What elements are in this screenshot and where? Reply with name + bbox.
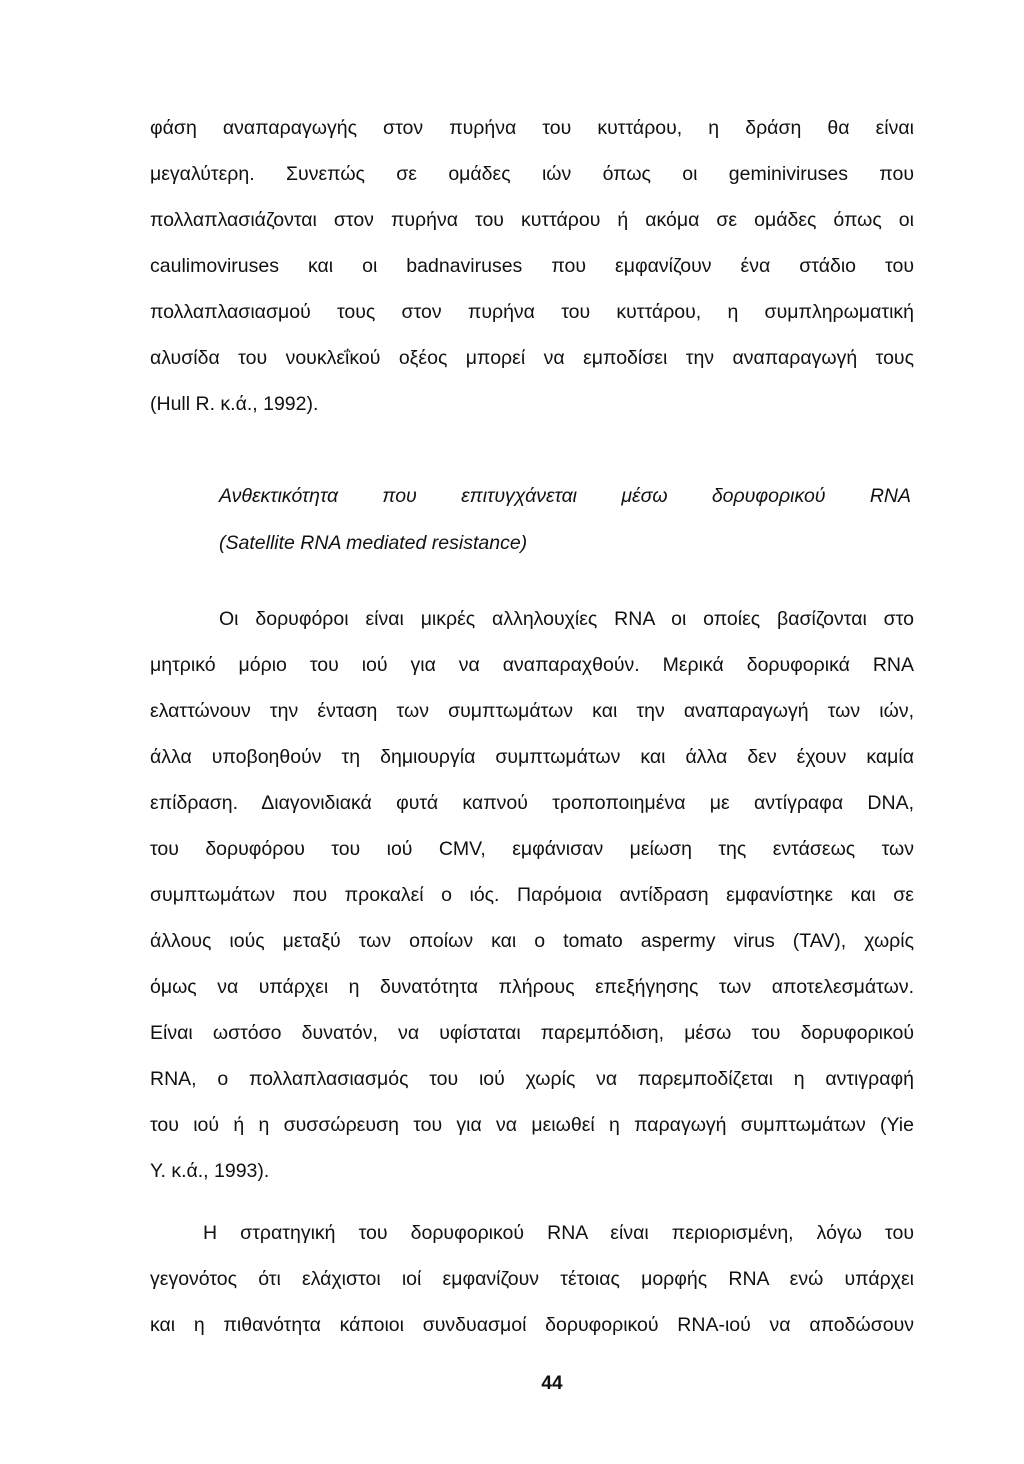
text-line: μεγαλύτερη. Συνεπώς σε ομάδες ιών όπως οι geminiviruses που bbox=[150, 163, 914, 185]
text-line: Είναι ωστόσο δυνατόν, να υφίσταται παρεμπόδιση, μέσω του δορυφορικού bbox=[150, 1022, 914, 1044]
text-line: φάση αναπαραγωγής στον πυρήνα του κυττάρου, η δράση θα είναι bbox=[150, 117, 914, 139]
text-line: Οι δορυφόροι είναι μικρές αλληλουχίες RNA οι οποίες βασίζονται στο bbox=[219, 608, 914, 630]
text-line: όμως να υπάρχει η δυνατότητα πλήρους επεξήγησης των αποτελεσμάτων. bbox=[150, 976, 914, 998]
text-line: άλλα υποβοηθούν τη δημιουργία συμπτωμάτων και άλλα δεν έχουν καμία bbox=[150, 746, 914, 768]
text-line: πολλαπλασιάζονται στον πυρήνα του κυττάρου ή ακόμα σε ομάδες όπως οι bbox=[150, 209, 914, 231]
text-line: γεγονότος ότι ελάχιστοι ιοί εμφανίζουν τέτοιας μορφής RNA ενώ υπάρχει bbox=[150, 1268, 914, 1290]
text-line: Y. κ.ά., 1993). bbox=[150, 1160, 270, 1182]
text-line: και η πιθανότητα κάποιοι συνδυασμοί δορυφορικού RNA-ιού να αποδώσουν bbox=[150, 1314, 914, 1336]
text-line: Η στρατηγική του δορυφορικού RNA είναι περιορισμένη, λόγω του bbox=[203, 1222, 914, 1244]
text-line: μητρικό μόριο του ιού για να αναπαραχθούν. Μερικά δορυφορικά RNA bbox=[150, 654, 914, 676]
text-line: (Hull R. κ.ά., 1992). bbox=[150, 393, 319, 415]
text-line: caulimoviruses και οι badnaviruses που εμφανίζουν ένα στάδιο του bbox=[150, 255, 914, 277]
text-line: πολλαπλασιασμού τους στον πυρήνα του κυττάρου, η συμπληρωματική bbox=[150, 301, 914, 323]
text-line: του δορυφόρου του ιού CMV, εμφάνισαν μείωση της εντάσεως των bbox=[150, 838, 914, 860]
page-number: 44 bbox=[541, 1373, 563, 1394]
text-line: άλλους ιούς μεταξύ των οποίων και ο tomato aspermy virus (TAV), χωρίς bbox=[150, 930, 914, 952]
text-line: επίδραση. Διαγονιδιακά φυτά καπνού τροποποιημένα με αντίγραφα DNA, bbox=[150, 792, 914, 814]
section-title-greek: Ανθεκτικότητα που επιτυγχάνεται μέσω δορυφορικού RNA bbox=[219, 485, 911, 507]
text-line: RNA, ο πολλαπλασιασμός του ιού χωρίς να παρεμποδίζεται η αντιγραφή bbox=[150, 1068, 914, 1090]
text-line: συμπτωμάτων που προκαλεί ο ιός. Παρόμοια αντίδραση εμφανίστηκε και σε bbox=[150, 884, 914, 906]
text-line: αλυσίδα του νουκλεΐκού οξέος μπορεί να εμποδίσει την αναπαραγωγή τους bbox=[150, 347, 914, 369]
section-title-english: (Satellite RNA mediated resistance) bbox=[219, 532, 528, 554]
text-line: ελαττώνουν την ένταση των συμπτωμάτων και την αναπαραγωγή των ιών, bbox=[150, 700, 914, 722]
text-line: του ιού ή η συσσώρευση του για να μειωθεί η παραγωγή συμπτωμάτων (Yie bbox=[150, 1114, 914, 1136]
